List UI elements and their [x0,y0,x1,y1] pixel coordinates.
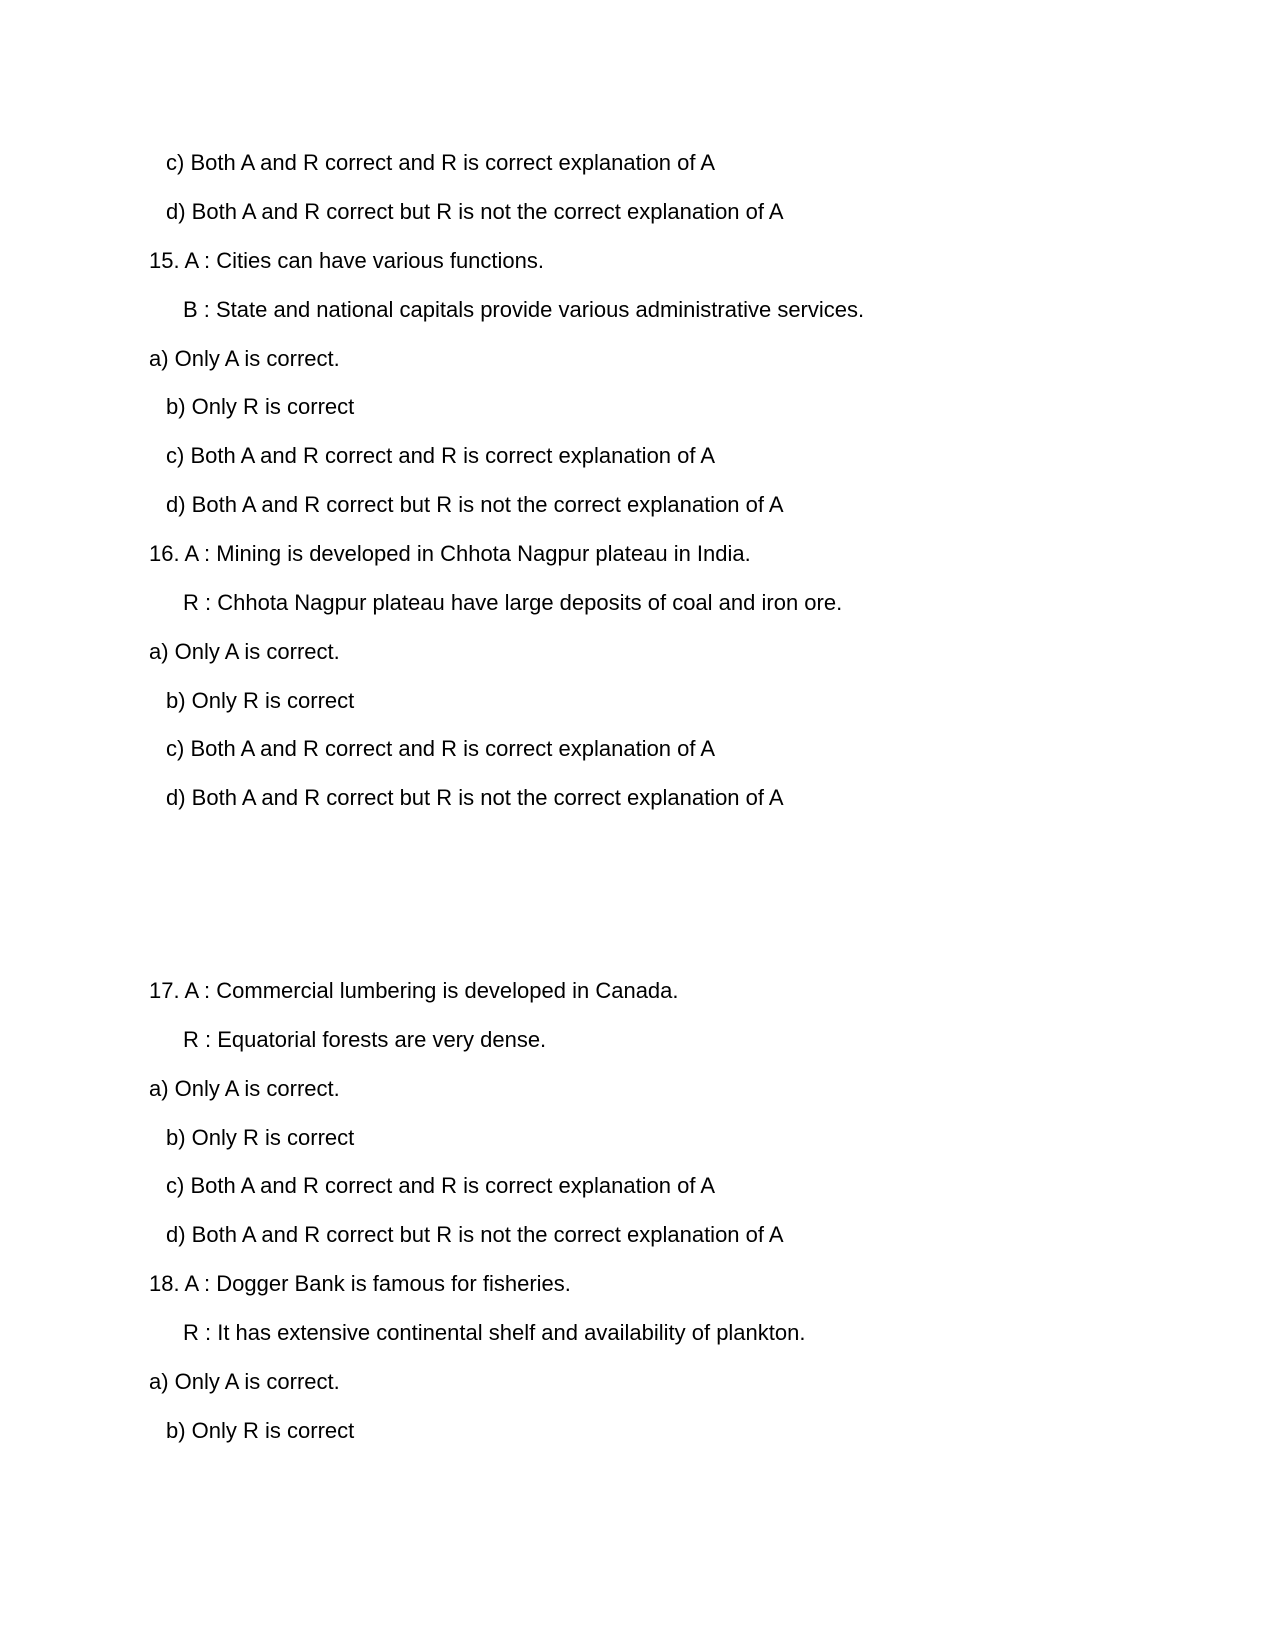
option-c-prev: c) Both A and R correct and R is correct explanation of A [166,150,716,175]
question-15-option-c: c) Both A and R correct and R is correct explanation of A [166,443,716,468]
question-15-option-b: b) Only R is correct [166,394,355,419]
question-18-option-b: b) Only R is correct [166,1418,355,1443]
option-d-prev: d) Both A and R correct but R is not the correct explanation of A [166,199,784,224]
question-16-option-d: d) Both A and R correct but R is not the correct explanation of A [166,785,784,810]
question-18-assertion: 18. A : Dogger Bank is famous for fisheries. [149,1271,571,1296]
question-15-option-d: d) Both A and R correct but R is not the correct explanation of A [166,492,784,517]
question-16-assertion: 16. A : Mining is developed in Chhota Nagpur plateau in India. [149,541,751,566]
question-15-assertion: 15. A : Cities can have various functions. [149,248,545,273]
question-17-option-c: c) Both A and R correct and R is correct explanation of A [166,1173,716,1198]
question-16-option-c: c) Both A and R correct and R is correct explanation of A [166,736,716,761]
question-17-option-b: b) Only R is correct [166,1125,355,1150]
question-18-option-a: a) Only A is correct. [149,1369,340,1394]
question-16-reason: R : Chhota Nagpur plateau have large deposits of coal and iron ore. [183,590,843,615]
question-16-option-a: a) Only A is correct. [149,639,340,664]
question-17-option-d: d) Both A and R correct but R is not the correct explanation of A [166,1222,784,1247]
question-17-reason: R : Equatorial forests are very dense. [183,1027,547,1052]
question-15-option-a: a) Only A is correct. [149,346,340,371]
question-18-reason: R : It has extensive continental shelf and availability of plankton. [183,1320,806,1345]
question-17-option-a: a) Only A is correct. [149,1076,340,1101]
question-17-assertion: 17. A : Commercial lumbering is developed in Canada. [149,978,679,1003]
question-16-option-b: b) Only R is correct [166,688,355,713]
question-15-reason: B : State and national capitals provide various administrative services. [183,297,865,322]
